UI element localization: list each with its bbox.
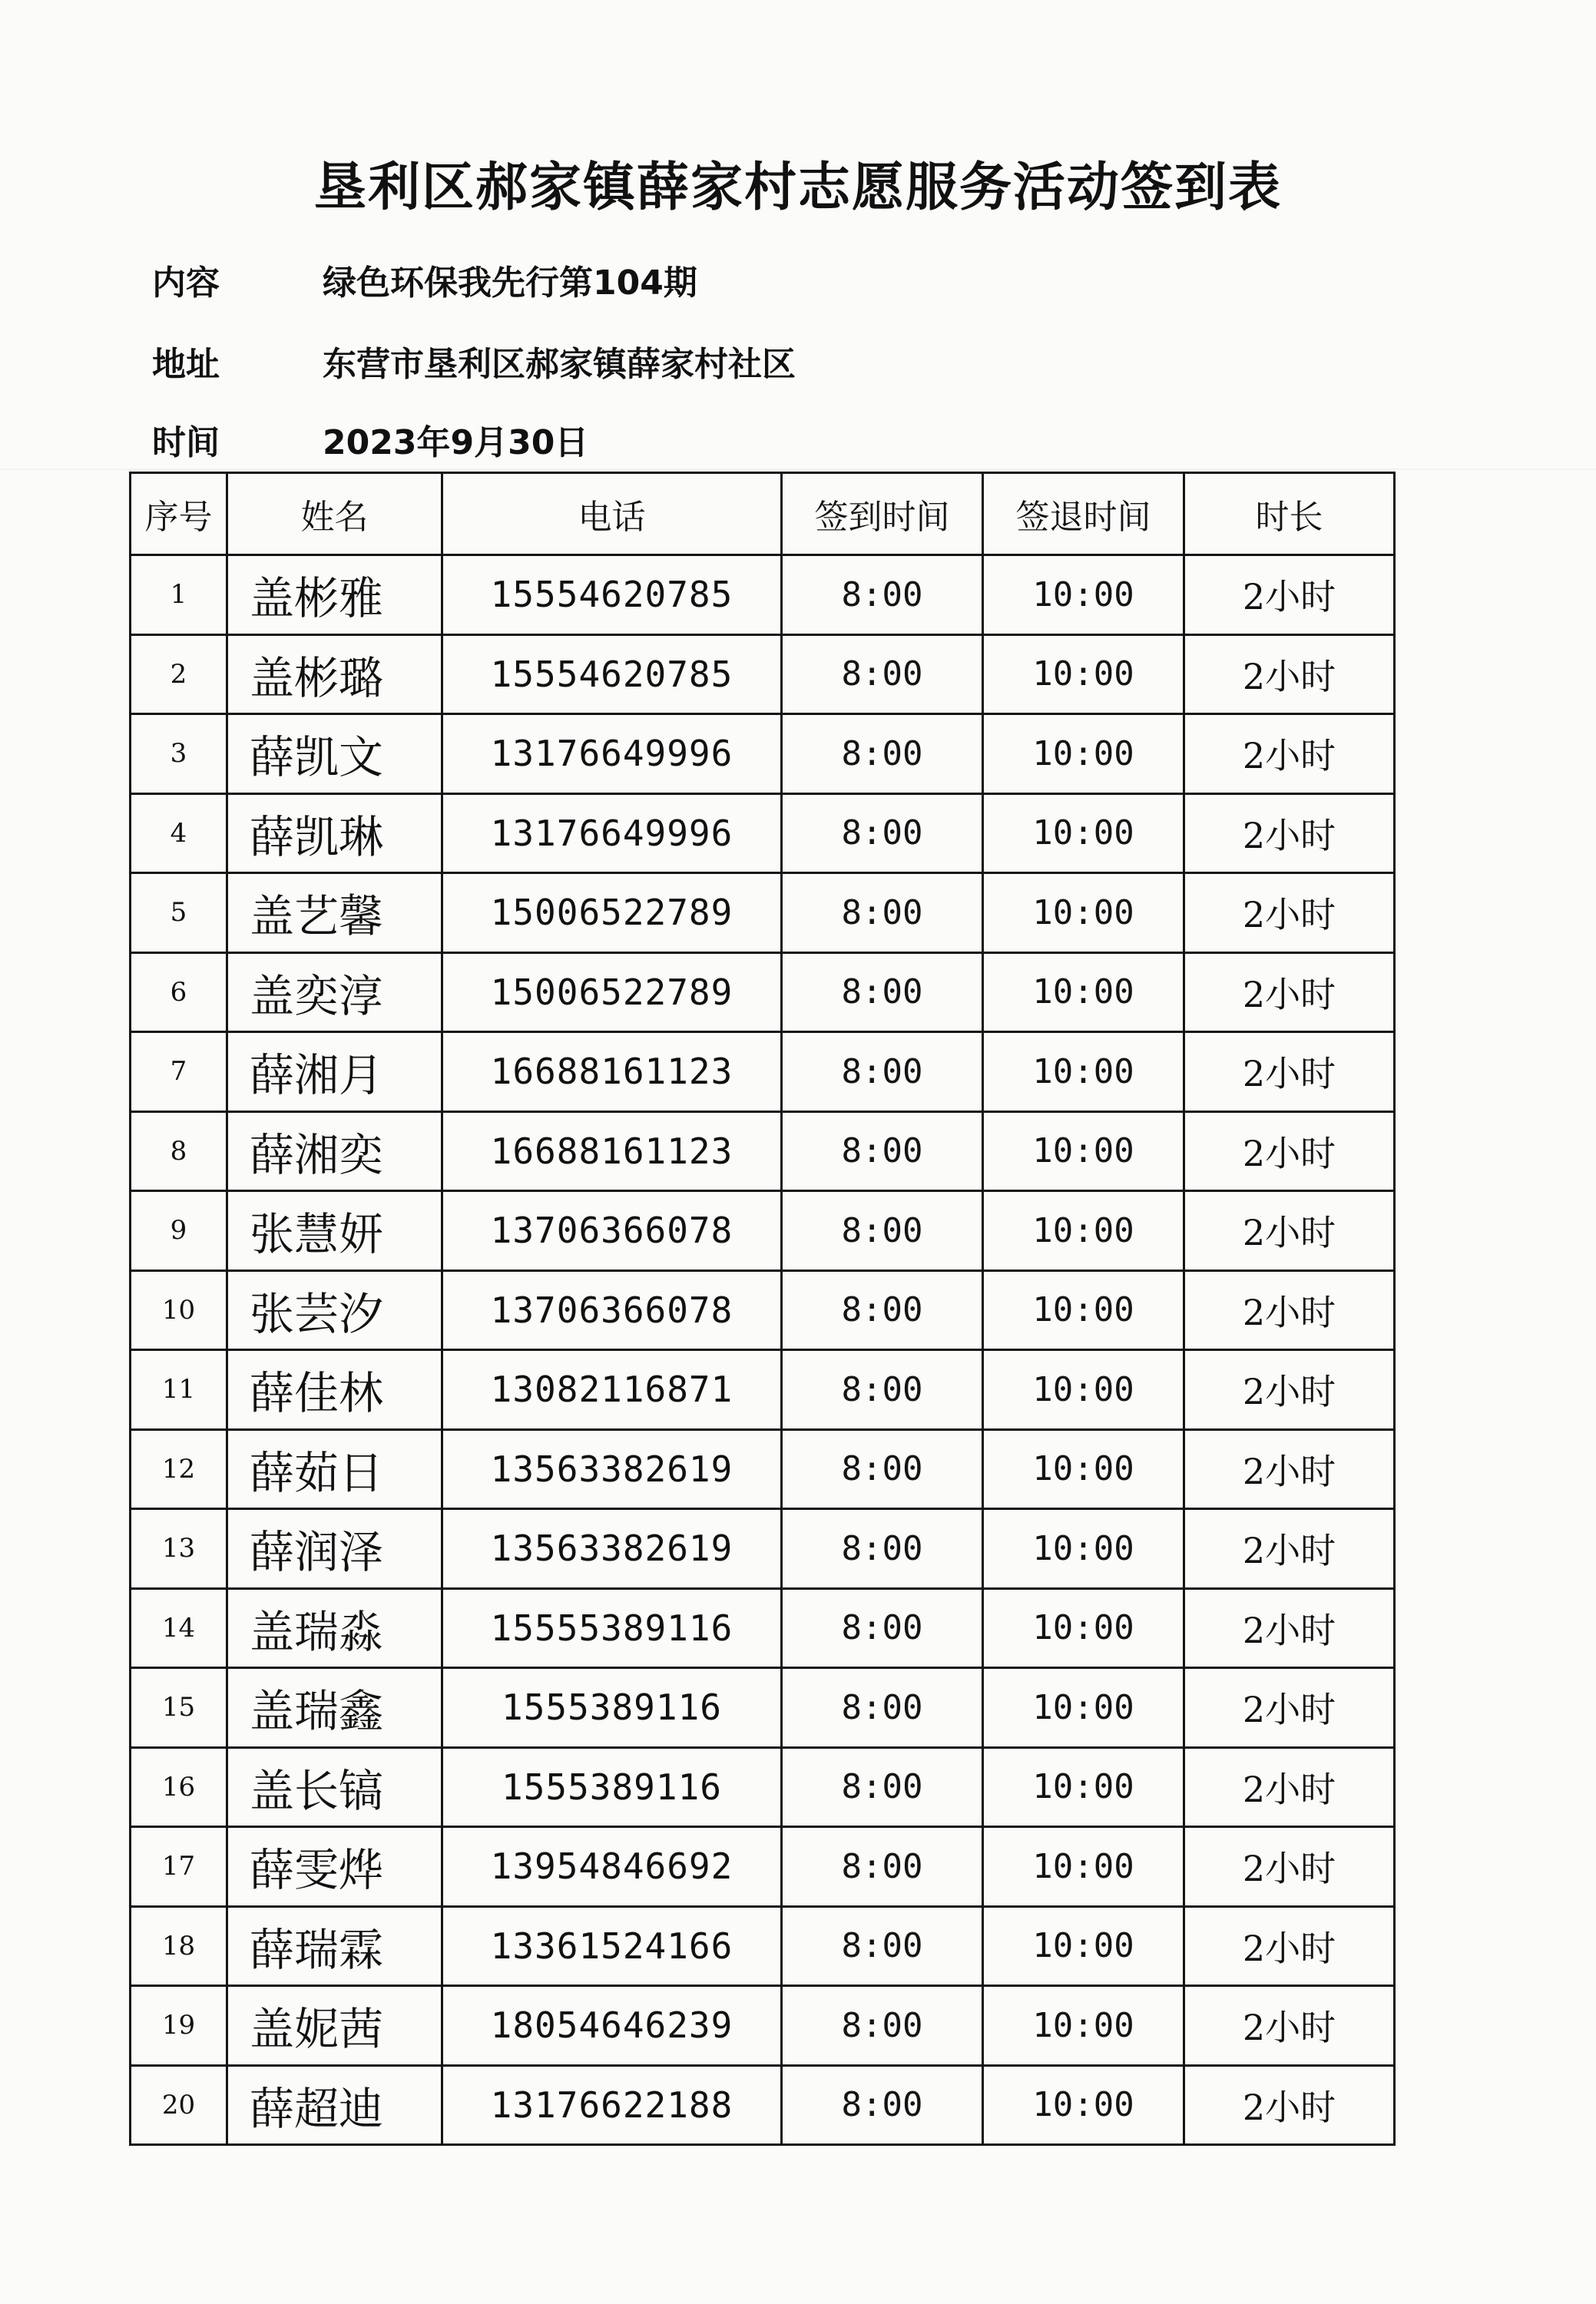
check-out-time: 10:00 xyxy=(983,1111,1184,1191)
volunteer-name: 盖妮茜 xyxy=(227,1986,442,2066)
row-number: 16 xyxy=(131,1747,227,1827)
row-number: 14 xyxy=(131,1588,227,1668)
table-row xyxy=(131,1747,1395,1827)
phone-number: 18054646239 xyxy=(442,1986,782,2066)
info-time xyxy=(152,415,588,464)
service-duration: 2小时 xyxy=(1184,873,1395,953)
check-in-time: 8:00 xyxy=(782,1429,983,1509)
check-in-time: 8:00 xyxy=(782,634,983,714)
service-duration: 2小时 xyxy=(1184,555,1395,635)
table-row xyxy=(131,793,1395,873)
table-row xyxy=(131,1827,1395,1907)
service-duration: 2小时 xyxy=(1184,1906,1395,1986)
service-duration: 2小时 xyxy=(1184,1588,1395,1668)
phone-number: 13176649996 xyxy=(442,793,782,873)
volunteer-name: 薛茹日 xyxy=(227,1429,442,1509)
info-address xyxy=(152,336,796,386)
phone-number: 15554620785 xyxy=(442,634,782,714)
table-row xyxy=(131,2065,1395,2145)
service-duration: 2小时 xyxy=(1184,1111,1395,1191)
volunteer-name: 盖瑞淼 xyxy=(227,1588,442,1668)
phone-number: 13563382619 xyxy=(442,1509,782,1589)
volunteer-name: 张芸汐 xyxy=(227,1270,442,1350)
volunteer-name: 张慧妍 xyxy=(227,1191,442,1271)
service-duration: 2小时 xyxy=(1184,793,1395,873)
row-number: 8 xyxy=(131,1111,227,1191)
table-row xyxy=(131,1270,1395,1350)
table-row xyxy=(131,1032,1395,1112)
row-number: 15 xyxy=(131,1668,227,1748)
row-number: 17 xyxy=(131,1827,227,1907)
table-row xyxy=(131,1906,1395,1986)
row-number: 11 xyxy=(131,1350,227,1430)
table-row xyxy=(131,873,1395,953)
phone-number: 15554620785 xyxy=(442,555,782,635)
check-out-time: 10:00 xyxy=(983,2065,1184,2145)
row-number: 10 xyxy=(131,1270,227,1350)
table-header-row xyxy=(131,473,1395,555)
table-row xyxy=(131,634,1395,714)
volunteer-name: 薛湘奕 xyxy=(227,1111,442,1191)
table-row xyxy=(131,1191,1395,1271)
phone-number: 15006522789 xyxy=(442,952,782,1032)
phone-number: 13082116871 xyxy=(442,1350,782,1430)
row-number: 5 xyxy=(131,873,227,953)
phone-number: 1555389116 xyxy=(442,1668,782,1748)
table-row xyxy=(131,1350,1395,1430)
header-check-out: 签退时间 xyxy=(983,473,1184,555)
info-address-value: 东营市垦利区郝家镇薛家村社区 xyxy=(323,345,796,384)
row-number: 2 xyxy=(131,634,227,714)
row-number: 19 xyxy=(131,1986,227,2066)
check-out-time: 10:00 xyxy=(983,1588,1184,1668)
check-in-time: 8:00 xyxy=(782,1668,983,1748)
service-duration: 2小时 xyxy=(1184,1668,1395,1748)
service-duration: 2小时 xyxy=(1184,1986,1395,2066)
check-in-time: 8:00 xyxy=(782,1111,983,1191)
check-out-time: 10:00 xyxy=(983,1986,1184,2066)
row-number: 18 xyxy=(131,1906,227,1986)
check-in-time: 8:00 xyxy=(782,1270,983,1350)
check-out-time: 10:00 xyxy=(983,714,1184,794)
volunteer-name: 薛润泽 xyxy=(227,1509,442,1589)
check-out-time: 10:00 xyxy=(983,1270,1184,1350)
row-number: 7 xyxy=(131,1032,227,1112)
phone-number: 13954846692 xyxy=(442,1827,782,1907)
check-out-time: 10:00 xyxy=(983,1032,1184,1112)
table-row xyxy=(131,1986,1395,2066)
check-in-time: 8:00 xyxy=(782,873,983,953)
check-in-time: 8:00 xyxy=(782,555,983,635)
table-row xyxy=(131,1429,1395,1509)
check-in-time: 8:00 xyxy=(782,1350,983,1430)
check-in-time: 8:00 xyxy=(782,1191,983,1271)
service-duration: 2小时 xyxy=(1184,1429,1395,1509)
header-no: 序号 xyxy=(131,473,227,555)
header-duration: 时长 xyxy=(1184,473,1395,555)
info-content-value: 绿色环保我先行第104期 xyxy=(323,263,697,303)
phone-number: 13706366078 xyxy=(442,1191,782,1271)
check-in-time: 8:00 xyxy=(782,952,983,1032)
volunteer-name: 薛瑞霖 xyxy=(227,1906,442,1986)
volunteer-name: 薛凯琳 xyxy=(227,793,442,873)
document-title: 垦利区郝家镇薛家村志愿服务活动签到表 xyxy=(313,157,1282,218)
volunteer-name: 薛凯文 xyxy=(227,714,442,794)
check-out-time: 10:00 xyxy=(983,793,1184,873)
service-duration: 2小时 xyxy=(1184,1191,1395,1271)
service-duration: 2小时 xyxy=(1184,1032,1395,1112)
row-number: 4 xyxy=(131,793,227,873)
check-out-time: 10:00 xyxy=(983,1668,1184,1748)
phone-number: 16688161123 xyxy=(442,1111,782,1191)
check-out-time: 10:00 xyxy=(983,1906,1184,1986)
volunteer-name: 薛雯烨 xyxy=(227,1827,442,1907)
info-time-label: 时间 xyxy=(152,423,220,462)
phone-number: 15555389116 xyxy=(442,1588,782,1668)
volunteer-name: 盖艺馨 xyxy=(227,873,442,953)
volunteer-name: 盖彬雅 xyxy=(227,555,442,635)
service-duration: 2小时 xyxy=(1184,714,1395,794)
check-in-time: 8:00 xyxy=(782,1906,983,1986)
volunteer-name: 薛超迪 xyxy=(227,2065,442,2145)
info-content-label: 内容 xyxy=(152,263,220,303)
check-out-time: 10:00 xyxy=(983,873,1184,953)
check-out-time: 10:00 xyxy=(983,1509,1184,1589)
check-in-time: 8:00 xyxy=(782,714,983,794)
volunteer-name: 盖奕淳 xyxy=(227,952,442,1032)
check-in-time: 8:00 xyxy=(782,1986,983,2066)
service-duration: 2小时 xyxy=(1184,1827,1395,1907)
phone-number: 16688161123 xyxy=(442,1032,782,1112)
check-in-time: 8:00 xyxy=(782,793,983,873)
info-time-value: 2023年9月30日 xyxy=(323,423,589,462)
row-number: 9 xyxy=(131,1191,227,1271)
table-row xyxy=(131,1588,1395,1668)
check-in-time: 8:00 xyxy=(782,1032,983,1112)
service-duration: 2小时 xyxy=(1184,1350,1395,1430)
check-in-time: 8:00 xyxy=(782,1747,983,1827)
table-row xyxy=(131,952,1395,1032)
check-in-time: 8:00 xyxy=(782,2065,983,2145)
service-duration: 2小时 xyxy=(1184,952,1395,1032)
volunteer-name: 薛佳林 xyxy=(227,1350,442,1430)
header-name: 姓名 xyxy=(227,473,442,555)
row-number: 13 xyxy=(131,1509,227,1589)
info-content xyxy=(152,255,697,304)
check-out-time: 10:00 xyxy=(983,634,1184,714)
volunteer-name: 盖彬璐 xyxy=(227,634,442,714)
check-in-time: 8:00 xyxy=(782,1509,983,1589)
info-address-label: 地址 xyxy=(152,345,220,384)
service-duration: 2小时 xyxy=(1184,1270,1395,1350)
phone-number: 15006522789 xyxy=(442,873,782,953)
row-number: 20 xyxy=(131,2065,227,2145)
table-row xyxy=(131,1509,1395,1589)
header-check-in: 签到时间 xyxy=(782,473,983,555)
check-out-time: 10:00 xyxy=(983,1747,1184,1827)
phone-number: 1555389116 xyxy=(442,1747,782,1827)
table-row xyxy=(131,714,1395,794)
check-out-time: 10:00 xyxy=(983,1827,1184,1907)
service-duration: 2小时 xyxy=(1184,634,1395,714)
table-body xyxy=(131,555,1395,2145)
phone-number: 13563382619 xyxy=(442,1429,782,1509)
volunteer-name: 薛湘月 xyxy=(227,1032,442,1112)
check-out-time: 10:00 xyxy=(983,952,1184,1032)
phone-number: 13176622188 xyxy=(442,2065,782,2145)
check-in-time: 8:00 xyxy=(782,1827,983,1907)
row-number: 12 xyxy=(131,1429,227,1509)
phone-number: 13176649996 xyxy=(442,714,782,794)
volunteer-name: 盖瑞鑫 xyxy=(227,1668,442,1748)
row-number: 3 xyxy=(131,714,227,794)
header-phone: 电话 xyxy=(442,473,782,555)
sign-in-table xyxy=(129,472,1396,2146)
table-row xyxy=(131,555,1395,635)
phone-number: 13361524166 xyxy=(442,1906,782,1986)
row-number: 1 xyxy=(131,555,227,635)
table-row xyxy=(131,1668,1395,1748)
check-out-time: 10:00 xyxy=(983,1429,1184,1509)
check-out-time: 10:00 xyxy=(983,1350,1184,1430)
check-in-time: 8:00 xyxy=(782,1588,983,1668)
table-row xyxy=(131,1111,1395,1191)
volunteer-name: 盖长镐 xyxy=(227,1747,442,1827)
service-duration: 2小时 xyxy=(1184,2065,1395,2145)
check-out-time: 10:00 xyxy=(983,1191,1184,1271)
service-duration: 2小时 xyxy=(1184,1747,1395,1827)
check-out-time: 10:00 xyxy=(983,555,1184,635)
phone-number: 13706366078 xyxy=(442,1270,782,1350)
row-number: 6 xyxy=(131,952,227,1032)
service-duration: 2小时 xyxy=(1184,1509,1395,1589)
